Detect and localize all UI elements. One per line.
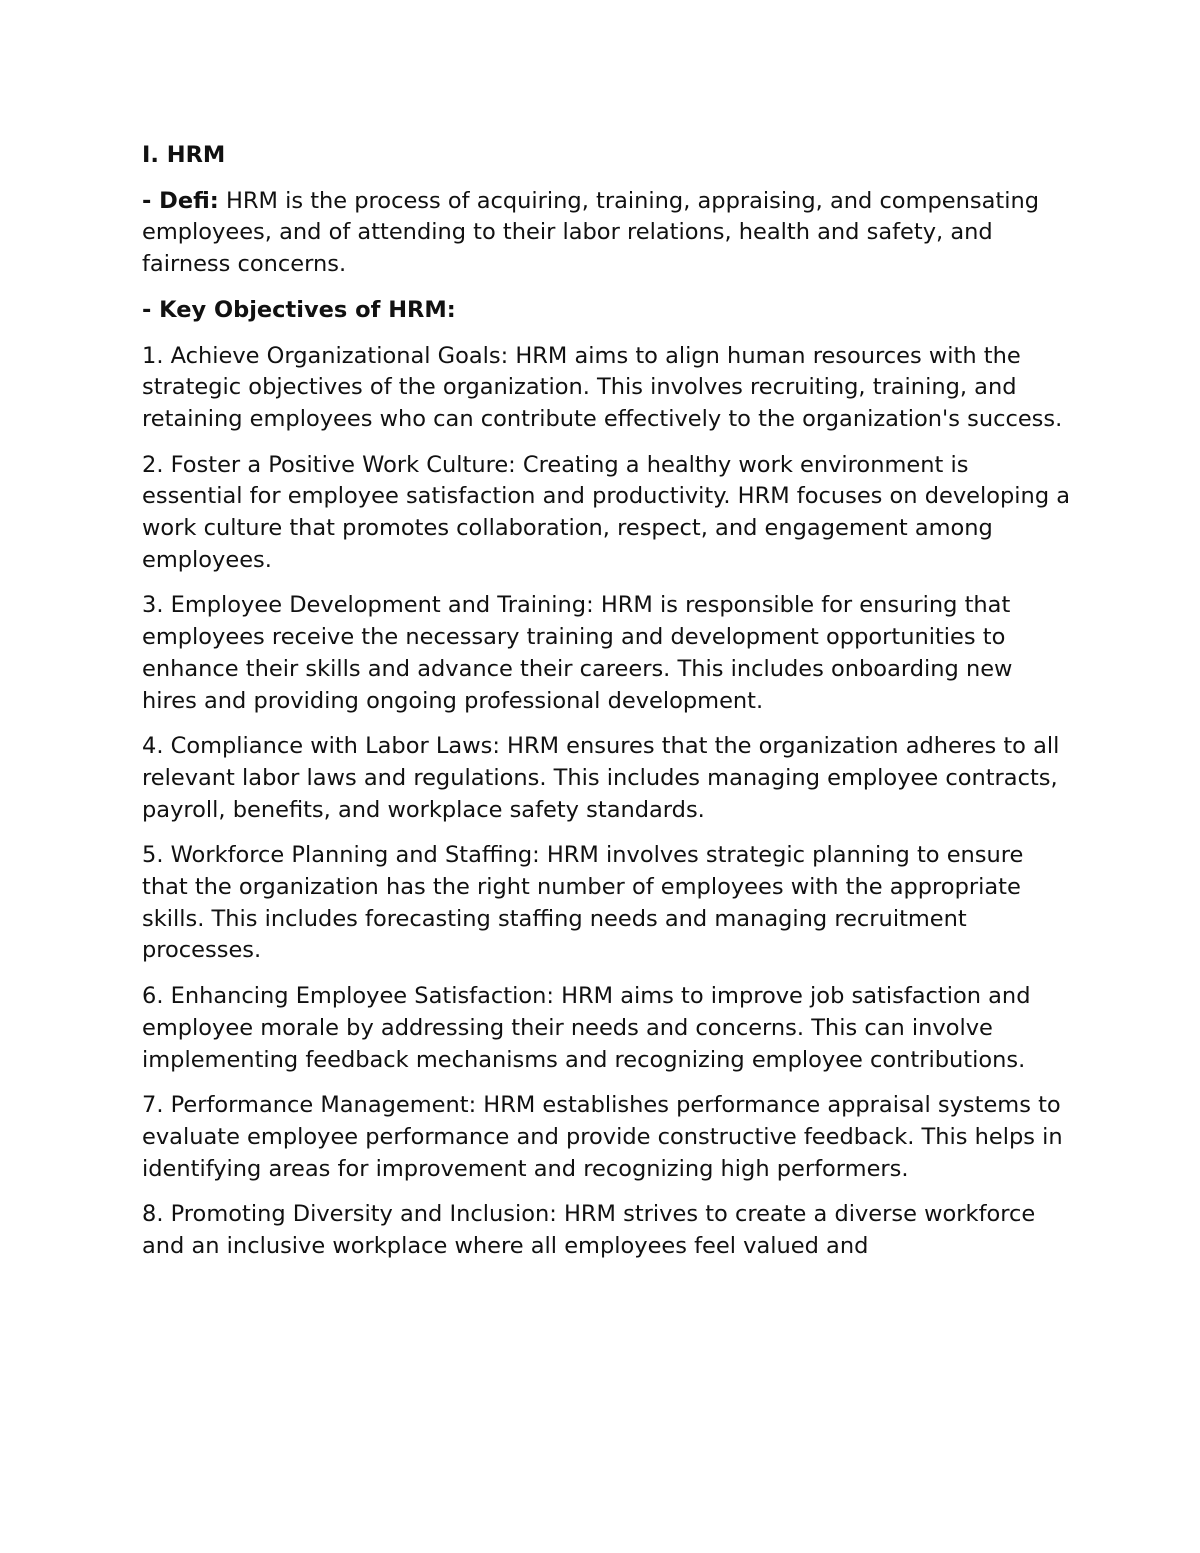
objectives-heading: - Key Objectives of HRM: — [142, 296, 456, 323]
objective-item: 3. Employee Development and Training: HRM is responsible for ensuring that employees receive the necessary training and development opportunities to enhance their skills and advance their careers. This includes onboarding new hires and providing ongoing professional development. — [142, 592, 1013, 714]
objective-item: 6. Enhancing Employee Satisfaction: HRM aims to improve job satisfaction and employee morale by addressing their needs and concerns. This can involve implementing feedback mechanisms and recognizing employee contributions. — [142, 983, 1031, 1073]
section-heading: I. HRM — [142, 142, 226, 168]
definition-text: HRM is the process of acquiring, training, appraising, and compensating employees, and of attending to their labor relations, health and safety, and fairness concerns. — [142, 187, 1040, 278]
objective-item: 5. Workforce Planning and Staffing: HRM involves strategic planning to ensure that the organization has the right number of employees with the appropriate skills. This includes forecasting staffing needs and managing recruitment processes. — [142, 842, 1024, 964]
definition-label: Defi: — [159, 187, 219, 214]
objective-item: 7. Performance Management: HRM establishes performance appraisal systems to evaluate employee performance and provide constructive feedback. This helps in identifying areas for improvement and recognizing high performers. — [142, 1092, 1063, 1182]
objective-item: 4. Compliance with Labor Laws: HRM ensures that the organization adheres to all relevant labor laws and regulations. This includes managing employee contracts, payroll, benefits, and workplace safety standards. — [142, 733, 1060, 823]
objective-item: 2. Foster a Positive Work Culture: Creating a healthy work environment is essential for employee satisfaction and productivity. HRM focuses on developing a work culture that promotes collaboration, respect, and engagement among employees. — [142, 451, 1071, 573]
document-body — [142, 140, 1072, 1277]
definition-paragraph — [142, 186, 1072, 281]
objective-item: 1. Achieve Organizational Goals: HRM aims to align human resources with the strategic objectives of the organization. This involves recruiting, training, and retaining employees who can contribute effectively to the organization's success. — [142, 342, 1063, 432]
objective-item: 8. Promoting Diversity and Inclusion: HRM strives to create a diverse workforce and an inclusive workplace where all employees feel valued and — [142, 1201, 1036, 1260]
definition-prefix: - — [142, 187, 160, 214]
